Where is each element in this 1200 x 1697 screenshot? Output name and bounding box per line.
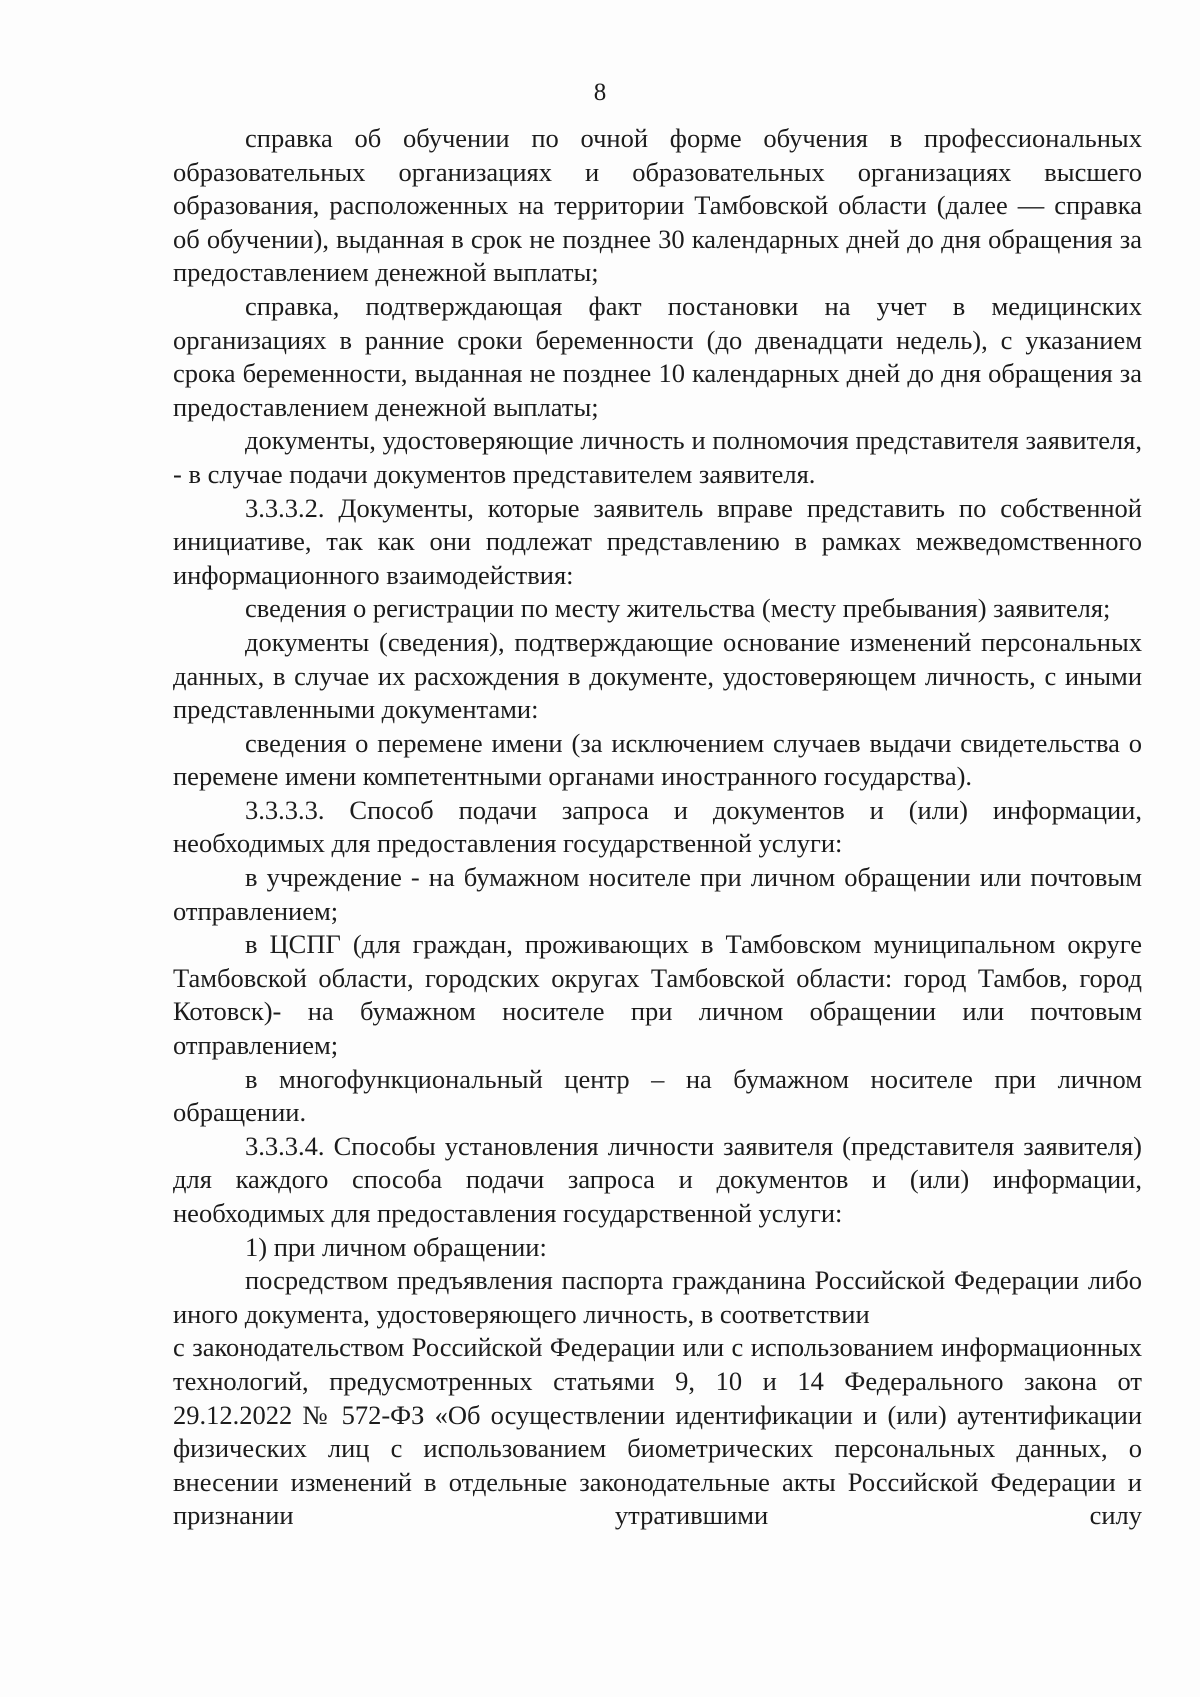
paragraph: документы (сведения), подтверждающие основание изменений персональных данных, в случае их расхождения в документе, удостоверяющем личность, с иными представленными документами: (173, 626, 1142, 725)
paragraph: посредством предъявления паспорта гражданина Российской Федерации либо иного документа, удостоверяющего личность, в соответствии (173, 1265, 1142, 1329)
paragraph: сведения о регистрации по месту жительства (месту пребывания) заявителя; (245, 593, 1111, 624)
paragraph: в многофункциональный центр – на бумажном носителе при личном обращении. (173, 1063, 1142, 1128)
paragraph: с законодательством Российской Федерации или с использованием информационных технологий, предусмотренных статьями 9, 10 и 14 Федерального закона от 29.12.2022 № 572-ФЗ «Об осуществлении идентификации и (или) аутентификации физических лиц с использованием биометрических персональных данных, о внесении изменений в отдельные законодательные акты Российской Федерации и признании утратившими силу (173, 1332, 1142, 1531)
paragraph: справка об обучении по очной форме обучения в профессиональных образовательных организациях и образовательных организациях высшего образования, расположенных на территории Тамбовской области (далее — справка об обучении), выданная в срок не позднее 30 календарных дней до дня обращения за предоставлением денежной выплаты; (173, 123, 1142, 288)
paragraph: документы, удостоверяющие личность и полномочия представителя заявителя, - в случае подачи документов представителем заявителя. (173, 425, 1142, 489)
paragraph: в ЦСПГ (для граждан, проживающих в Тамбовском муниципальном округе Тамбовской области, городских округах Тамбовской области: город Тамбов, город Котовск)- на бумажном носителе при личном обращении или почтовым отправлением; (173, 929, 1142, 1061)
document-body (173, 122, 1142, 1533)
page-number: 8 (593, 79, 607, 106)
paragraph: в учреждение - на бумажном носителе при личном обращении или почтовым отправлением; (173, 862, 1142, 926)
paragraph: справка, подтверждающая факт постановки на учет в медицинских организациях в ранние сроки беременности (до двенадцати недель), с указанием срока беременности, выданная не позднее 10 календарных дней до дня обращения за предоставлением денежной выплаты; (173, 290, 1142, 422)
paragraph: 1) при личном обращении: (245, 1231, 547, 1262)
paragraph: сведения о перемене имени (за исключением случаев выдачи свидетельства о перемене имени компетентными органами иностранного государства). (173, 727, 1142, 792)
paragraph: 3.3.3.4. Способы установления личности заявителя (представителя заявителя) для каждого способа подачи запроса и документов и (или) информации, необходимых для предоставления государственной услуги: (173, 1130, 1142, 1228)
paragraph: 3.3.3.3. Способ подачи запроса и документов и (или) информации, необходимых для предоставления государственной услуги: (173, 794, 1142, 859)
paragraph: 3.3.3.2. Документы, которые заявитель вправе представить по собственной инициативе, так как они подлежат представлению в рамках межведомственного информационного взаимодействия: (173, 492, 1142, 590)
